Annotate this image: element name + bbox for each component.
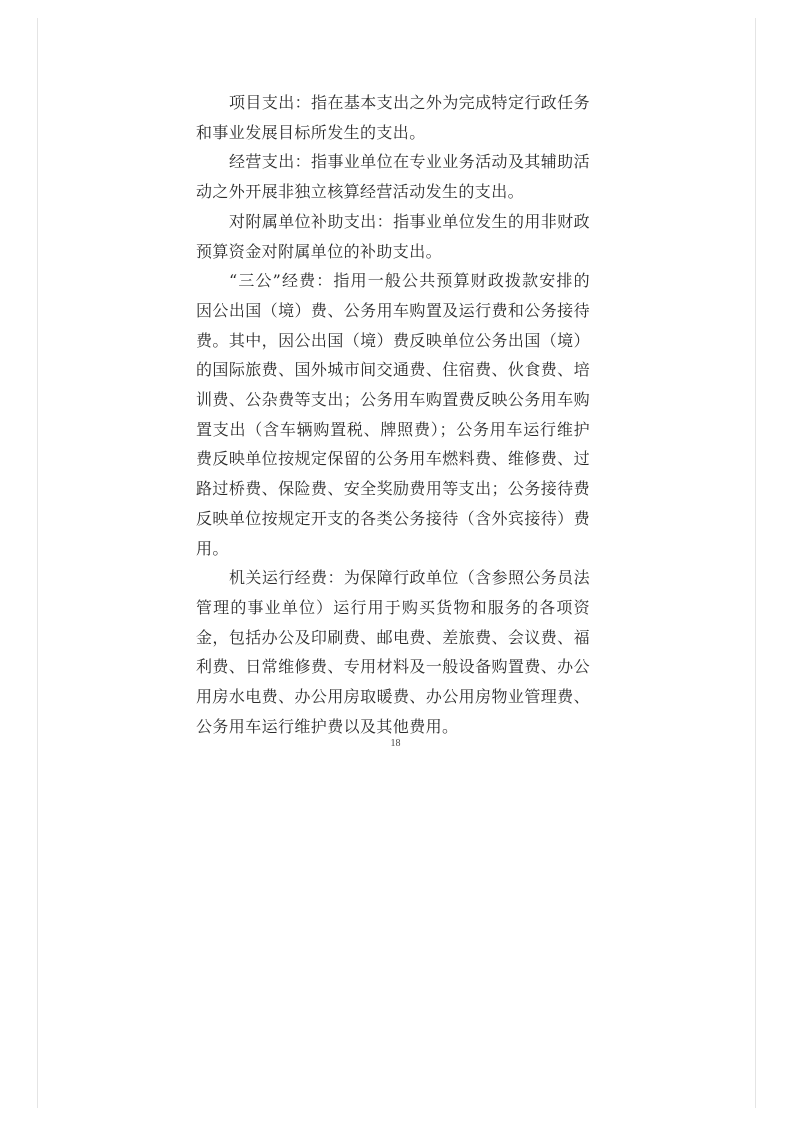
page-right-edge	[755, 18, 756, 1108]
page-number: 18	[390, 738, 401, 749]
paragraph-operating-expenditure: 经营支出：指事业单位在专业业务活动及其辅助活动之外开展非独立核算经营活动发生的支出。	[196, 152, 590, 202]
paragraph-agency-operating-funds: 机关运行经费：为保障行政单位（含参照公务员法管理的事业单位）运行用于购买货物和服务的各项资金，包括办公及印刷费、邮电费、差旅费、会议费、福利费、日常维修费、专用材料及一般设备购置费、办公用房水电费、办公用房取暖费、办公用房物业管理费、公务用车运行维护费以及其他费用。	[196, 568, 590, 736]
paragraph-project-expenditure: 项目支出：指在基本支出之外为完成特定行政任务和事业发展目标所发生的支出。	[196, 93, 590, 142]
paragraph-three-public-expenses: “三公”经费：指用一般公共预算财政拨款安排的因公出国（境）费、公务用车购置及运行费和公务接待费。其中，因公出国（境）费反映单位公务出国（境）的国际旅费、国外城市间交通费、住宿费、伙食费、培训费、公杂费等支出；公务用车购置费反映公务用车购置支出（含车辆购置税、牌照费）；公务用车运行维护费反映单位按规定保留的公务用车燃料费、维修费、过路过桥费、保险费、安全奖励费用等支出；公务接待费反映单位按规定开支的各类公务接待（含外宾接待）费用。	[196, 271, 590, 558]
paragraph-subsidiary-subsidy: 对附属单位补助支出：指事业单位发生的用非财政预算资金对附属单位的补助支出。	[196, 211, 590, 261]
document-body	[196, 88, 590, 741]
page-left-edge	[37, 18, 38, 1108]
